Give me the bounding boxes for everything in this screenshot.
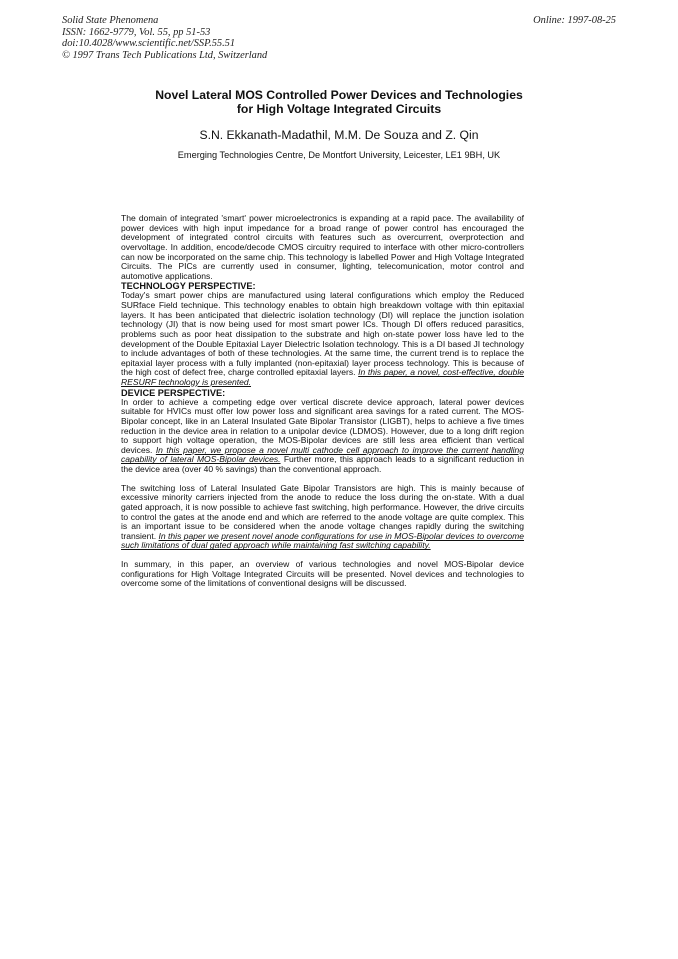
abstract-body — [121, 214, 524, 589]
journal-header — [62, 15, 267, 61]
online-date-text: Online: 1997-08-25 — [533, 15, 616, 26]
switching-paragraph — [121, 484, 524, 551]
switching-emphasis: In this paper we present novel anode configurations for use in MOS-Bipolar devices to overcome such limitations of dual gated approach while maintaining fast switching capability. — [121, 530, 525, 551]
technology-emphasis: In this paper, a novel, cost-effective, double RESURF technology is presented. — [121, 367, 525, 387]
technology-text: Today's smart power chips are manufactured using lateral configurations which employ the Reduced SURface Field technique. This technology enables to obtain high breakdown voltage with thin epitaxial layers. It has been anticipated that dielectric isolation technology (DI) will replace the junction isolation technology (JI) that is now being used for most smart power ICs. Though DI offers reduced parasitics, problems such as poor heat dissipation to the substrate and high on-state power loss have led to the development of the Double Epitaxial Layer Dielectric Isolation technology. This is a DI based JI technology to include advantages of both of these technologies. At the same time, the current trend is to replace the epitaxial layer process with a fully implanted (non-epitaxial) layer process technology. This is because of the high cost of defect free, charge controlled epitaxial layers. — [121, 290, 524, 378]
technology-paragraph — [121, 291, 524, 387]
title-line-2: for High Voltage Integrated Circuits — [236, 102, 442, 117]
copyright-line: © 1997 Trans Tech Publications Ltd, Switzerland — [62, 49, 268, 61]
switching-text: The switching loss of Lateral Insulated Gate Bipolar Transistors are high. This is mainly because of excessive minority carriers injected from the anode to reduce the loss during the on-state. With a dual gated approach, it is now possible to achieve fast switching, high performance. However, the drive circuits to control the gates at the anode end and which are referred to the anode voltage are quite complex. This is an important issue to be considered when the anode voltage changes rapidly during the switching transient. — [121, 482, 524, 541]
device-emphasis: In this paper, we propose a novel multi cathode cell approach to improve the current handling capability of lateral MOS-Bipolar devices. — [121, 444, 524, 465]
affiliation: Emerging Technologies Centre, De Montfort University, Leicester, LE1 9BH, UK — [177, 150, 501, 160]
device-text-2: Further more, this approach leads to a significant reduction in the device area (over 40 % savings) than the conventional approach. — [121, 454, 525, 474]
issn-line: ISSN: 1662-9779, Vol. 55, pp 51-53 — [62, 26, 211, 38]
doi-line: doi:10.4028/www.scientific.net/SSP.55.51 — [62, 38, 236, 50]
technology-heading: TECHNOLOGY PERSPECTIVE: — [121, 281, 256, 292]
authors: S.N. Ekkanath-Madathil, M.M. De Souza and Z. Qin — [199, 128, 479, 142]
device-paragraph — [121, 398, 524, 475]
summary-paragraph: In summary, in this paper, an overview of various technologies and novel MOS-Bipolar device configurations for High Voltage Integrated Circuits will be presented. Novel devices and technologies to overcome some of the limitations of conventional designs will be discussed. — [121, 559, 524, 589]
device-text: In order to achieve a competing edge over vertical discrete device approach, lateral power devices suitable for HVICs must offer low power loss and significant area savings for a rated current. The MOS-Bipolar concept, like in an Lateral Insulated Gate Bipolar Transistor (LIGBT), helps to achieve a five times reduction in the device area in relation to a unipolar device (LDMOS). However, due to a long drift region to support high voltage operation, the MOS-Bipolar devices are still less area efficient than vertical devices. — [121, 396, 524, 455]
online-date — [533, 15, 616, 27]
title-line-1: Novel Lateral MOS Controlled Power Devices and Technologies — [155, 88, 523, 102]
paper-title — [100, 88, 578, 116]
intro-paragraph: The domain of integrated 'smart' power microelectronics is expanding at a rapid pace. The availability of power devices with high input impedance for a broad range of power control has encouraged the development of integrated control circuits with features such as overcurrent, overprotection and overvoltage. In addition, encode/decode CMOS circuitry required to interface with other micro-controllers can now be incorporated on the same chip. This technology is labelled Power and High Voltage Integrated Circuits. The PICs are currently used in consumer, lighting, telecomunication, motor control and automotive applications. — [121, 213, 524, 281]
device-heading: DEVICE PERSPECTIVE: — [121, 387, 226, 398]
journal-name: Solid State Phenomena — [62, 15, 159, 26]
